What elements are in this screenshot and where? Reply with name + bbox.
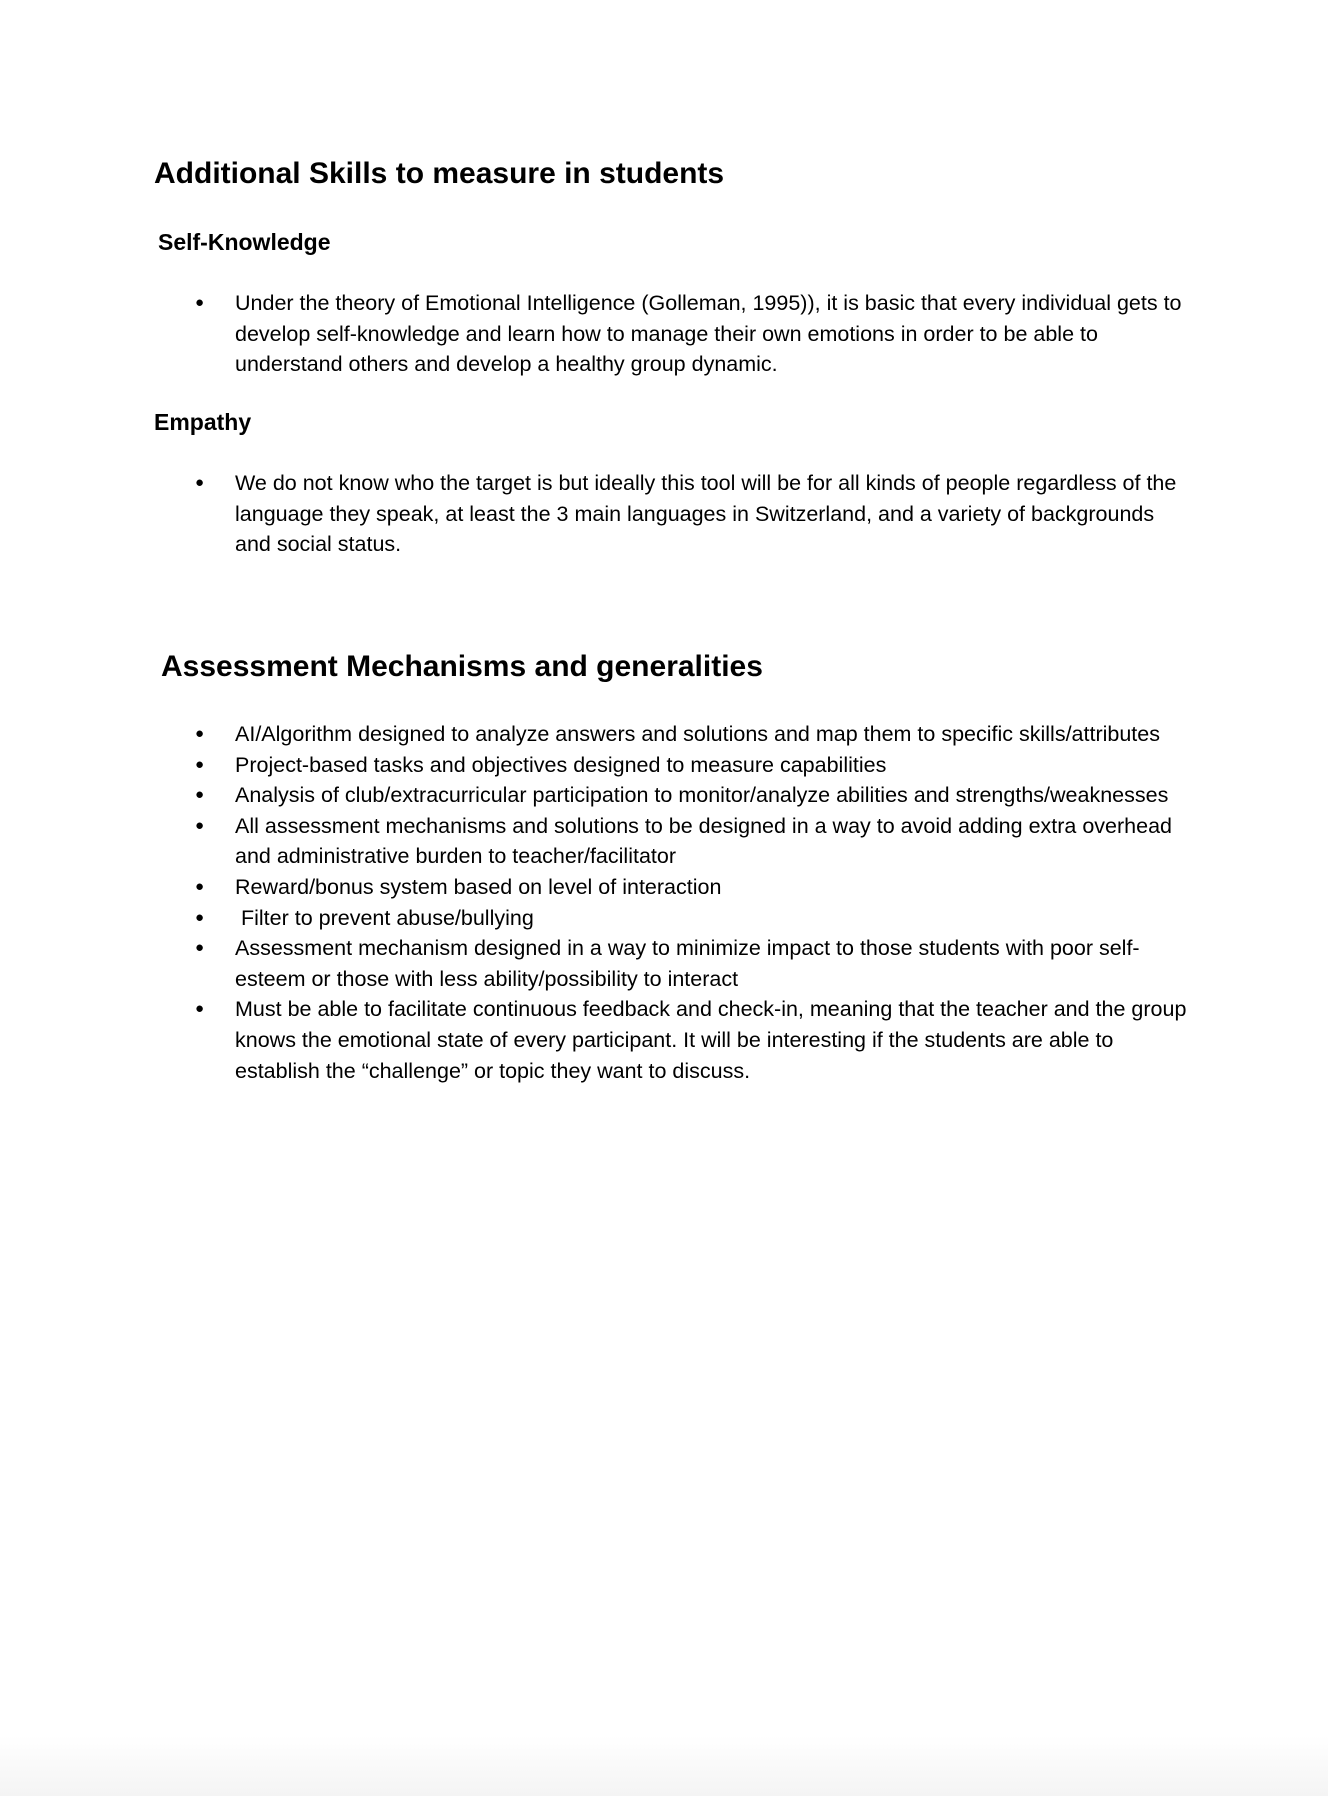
- list-item-text: Filter to prevent abuse/bullying: [235, 905, 534, 930]
- list-item: [195, 872, 1195, 903]
- self-knowledge-list: [195, 288, 1195, 380]
- list-item: [195, 780, 1195, 811]
- bullet-icon: ●: [195, 786, 205, 804]
- list-item: [195, 811, 1195, 872]
- bullet-icon: ●: [195, 877, 205, 895]
- list-item-text: AI/Algorithm designed to analyze answers and solutions and map them to specific skills/attributes: [235, 722, 1160, 746]
- assessment-list: [195, 719, 1195, 1086]
- bullet-icon: ●: [195, 908, 205, 926]
- list-item: [195, 933, 1195, 994]
- list-item-text: Reward/bonus system based on level of interaction: [235, 874, 722, 899]
- bullet-icon: ●: [195, 725, 205, 742]
- list-item: [195, 468, 1195, 560]
- section-heading-additional-skills: Additional Skills to measure in students: [154, 157, 725, 190]
- subheading-empathy: Empathy: [154, 409, 252, 435]
- bullet-icon: ●: [195, 474, 205, 491]
- bullet-icon: ●: [195, 755, 205, 773]
- list-item: [195, 903, 1195, 934]
- list-item: [195, 750, 1195, 781]
- subheading-self-knowledge: Self-Knowledge: [158, 229, 331, 255]
- page-bottom-shadow: [0, 1736, 1328, 1796]
- empathy-list: [195, 468, 1195, 560]
- list-item-text: All assessment mechanisms and solutions to be designed in a way to avoid adding extra overhead and administrative burden to teacher/facilitator: [235, 813, 1172, 869]
- list-item-text: We do not know who the target is but ideally this tool will be for all kinds of people regardless of the language they speak, at least the 3 main languages in Switzerland, and a variety of backgrounds and social status.: [235, 471, 1177, 557]
- list-item-text: Project-based tasks and objectives designed to measure capabilities: [235, 752, 887, 777]
- bullet-icon: ●: [195, 1000, 205, 1018]
- list-item-text: Assessment mechanism designed in a way to minimize impact to those students with poor self-esteem or those with less ability/possibility to interact: [235, 936, 1140, 991]
- list-item-text: Under the theory of Emotional Intelligence (Golleman, 1995)), it is basic that every individual gets to develop self-knowledge and learn how to manage their own emotions in order to be able to understand others and develop a healthy group dynamic.: [235, 291, 1182, 377]
- bullet-icon: ●: [195, 939, 205, 957]
- list-item: [195, 994, 1195, 1086]
- bullet-icon: ●: [195, 294, 205, 311]
- list-item: [195, 288, 1195, 380]
- section-heading-assessment: Assessment Mechanisms and generalities: [161, 650, 763, 683]
- list-item: [195, 719, 1195, 750]
- bullet-icon: ●: [195, 816, 205, 834]
- list-item-text: Must be able to facilitate continuous feedback and check-in, meaning that the teacher and the group knows the emotional state of every participant. It will be interesting if the students are able to establish the “challenge” or topic they want to discuss.: [235, 997, 1187, 1083]
- list-item-text: Analysis of club/extracurricular participation to monitor/analyze abilities and strengths/weaknesses: [235, 783, 1169, 808]
